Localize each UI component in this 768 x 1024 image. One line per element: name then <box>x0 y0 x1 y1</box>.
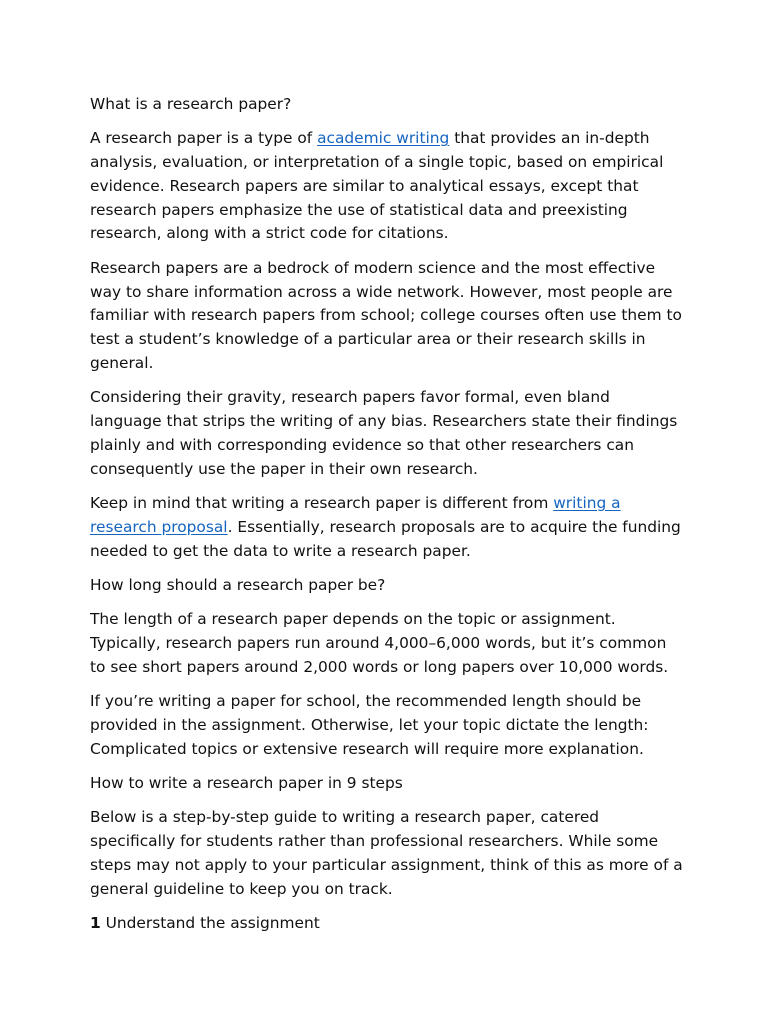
research-proposal-link[interactable]: writing a research proposal <box>90 493 621 536</box>
paragraph-bedrock: Research papers are a bedrock of modern science and the most effective way to share information across a wide network. However, most people are familiar with research papers from school; college courses often use them to test a student’s knowledge of a particular area or their research skills in general. <box>90 258 682 372</box>
heading-how-to-write: How to write a research paper in 9 steps <box>90 773 403 792</box>
academic-writing-link[interactable]: academic writing <box>317 129 450 148</box>
step-1-heading <box>90 912 686 936</box>
paragraph-proposal <box>90 492 686 563</box>
paragraph-definition <box>90 127 686 246</box>
heading-what-is-research-paper: What is a research paper? <box>90 95 292 113</box>
paragraph-guide-intro: Below is a step-by-step guide to writing a research paper, catered specifically for students rather than professional researchers. While some steps may not apply to your particular assignment, think of this as more of a general guideline to keep you on track. <box>90 808 683 898</box>
paragraph-text: that provides an in-depth analysis, evaluation, or interpretation of a single topic, based on empirical evidence. Research papers are similar to analytical essays, except that research papers emphasize the use of statistical data and preexisting research, along with a strict code for citations. <box>90 129 664 243</box>
document-page <box>90 93 686 946</box>
paragraph-text: Keep in mind that writing a research paper is different from <box>90 493 554 512</box>
step-number: 1 <box>90 913 101 932</box>
heading-how-long: How long should a research paper be? <box>90 575 386 594</box>
paragraph-school-length: If you’re writing a paper for school, the recommended length should be provided in the assignment. Otherwise, let your topic dictate the length: Complicated topics or extensive research will require more explanation. <box>90 692 649 758</box>
paragraph-gravity: Considering their gravity, research papers favor formal, even bland language that strips the writing of any bias. Researchers state their findings plainly and with corresponding evidence so that other researchers can consequently use the paper in their own research. <box>90 388 678 478</box>
paragraph-length: The length of a research paper depends on the topic or assignment. Typically, research papers run around 4,000–6,000 words, but it’s common to see short papers around 2,000 words or long papers over 10,000 words. <box>90 610 669 676</box>
step-title: Understand the assignment <box>100 913 320 932</box>
paragraph-text: A research paper is a type of <box>90 129 318 148</box>
paragraph-text: . Essentially, research proposals are to acquire the funding needed to get the data to write a research paper. <box>90 517 681 560</box>
